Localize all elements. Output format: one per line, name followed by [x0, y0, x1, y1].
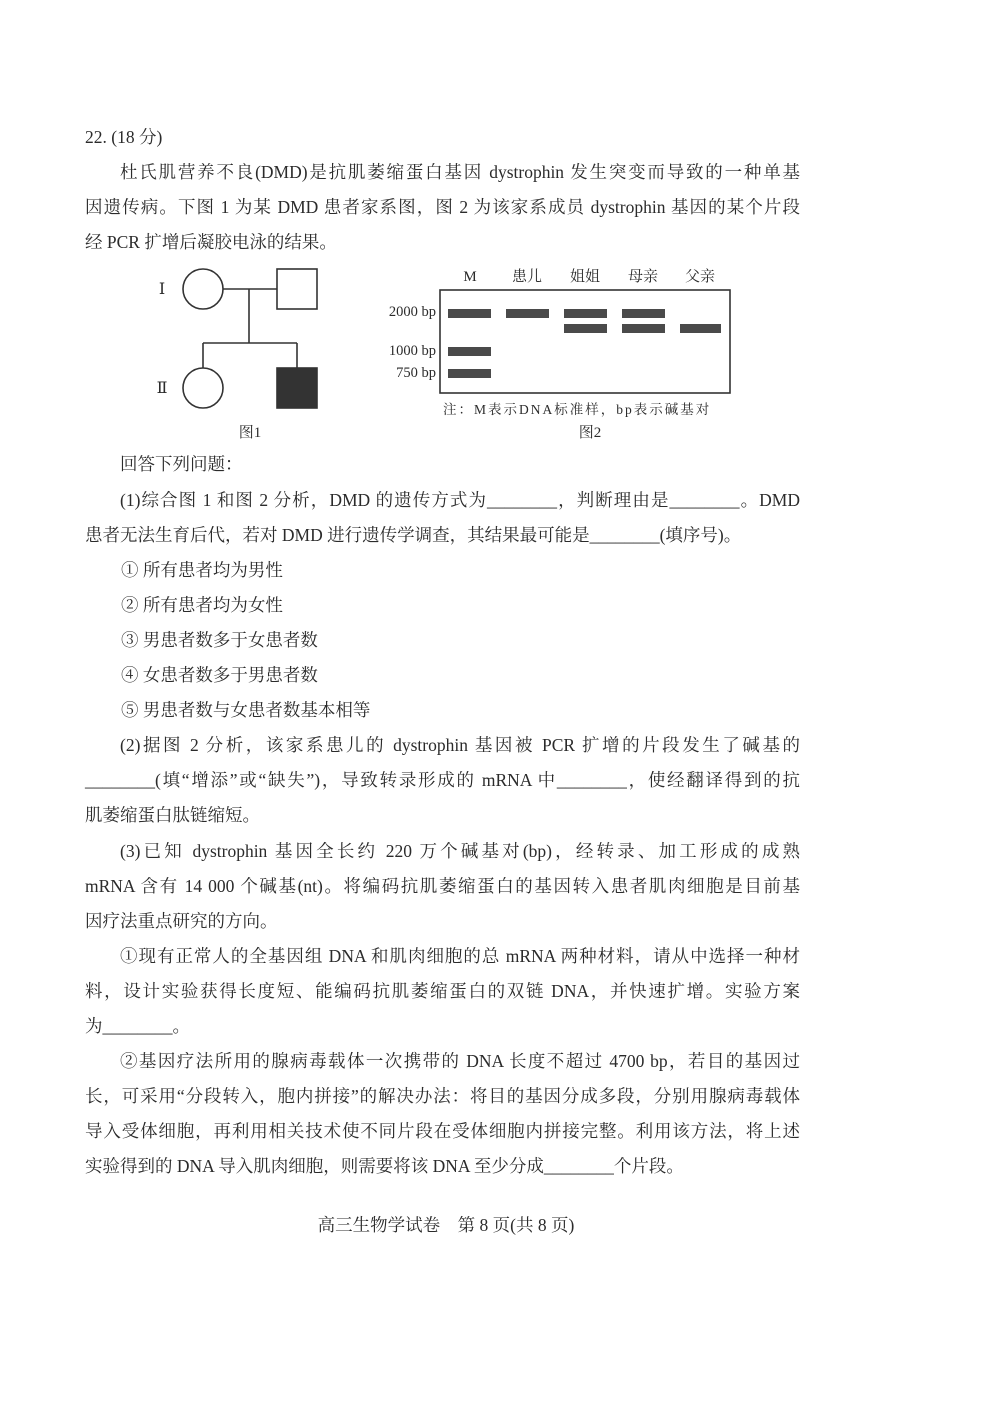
- part2-line: 肌萎缩蛋白肽链缩短。: [85, 805, 260, 825]
- generation-label-2: Ⅱ: [156, 378, 168, 397]
- lane-label-mother: 母亲: [627, 269, 658, 285]
- band-mother-upper: [622, 309, 665, 318]
- part1-option: ④ 女患者数多于男患者数: [121, 665, 318, 685]
- generation-label-1: Ⅰ: [158, 279, 166, 298]
- part2-line: (2)据图 2 分析，该家系患儿的 dystrophin 基因被 PCR 扩增的片段发生了碱基的: [120, 735, 800, 755]
- generation2-female-symbol: [183, 368, 223, 408]
- generation2-affected-male-symbol: [277, 368, 317, 408]
- band-marker-750: [448, 369, 491, 378]
- band-father-lower: [680, 324, 721, 333]
- part1-option: ① 所有患者均为男性: [121, 560, 283, 580]
- part1-option: ③ 男患者数多于女患者数: [121, 630, 318, 650]
- band-mother-lower: [622, 324, 665, 333]
- part3-sub2-line: 长，可采用“分段转入，胞内拼接”的解决办法：将目的基因分成多段，分别用腺病毒载体: [85, 1086, 800, 1106]
- part2-line: ________(填“增添”或“缺失”)，导致转录形成的 mRNA 中________，使经翻译得到的抗: [85, 770, 800, 790]
- part3-sub1-line: ①现有正常人的全基因组 DNA 和肌肉细胞的总 mRNA 两种材料，请从中选择一种材: [120, 946, 800, 966]
- gel-electrophoresis: [440, 290, 730, 393]
- part1-option: ⑤ 男患者数与女患者数基本相等: [121, 700, 371, 720]
- figure2-note: 注：M表示DNA标准样，bp表示碱基对: [443, 402, 712, 417]
- band-marker-1000: [448, 347, 491, 356]
- marker-label-1000: 1000 bp: [388, 343, 436, 359]
- lane-label-marker: M: [463, 269, 477, 285]
- intro-line: 杜氏肌营养不良(DMD)是抗肌萎缩蛋白基因 dystrophin 发生突变而导致的一种单基: [120, 162, 800, 182]
- part3-line: mRNA 含有 14 000 个碱基(nt)。将编码抗肌萎缩蛋白的基因转入患者肌肉细胞是目前基: [85, 876, 800, 896]
- part3-sub2-line: ②基因疗法所用的腺病毒载体一次携带的 DNA 长度不超过 4700 bp，若目的基因过: [120, 1051, 800, 1071]
- intro-line: 因遗传病。下图 1 为某 DMD 患者家系图，图 2 为该家系成员 dystrophin 基因的某个片段: [85, 197, 800, 217]
- gel-frame: [440, 290, 730, 393]
- part3-sub2-line: 导入受体细胞，再利用相关技术使不同片段在受体细胞内拼接完整。利用该方法，将上述: [85, 1121, 800, 1141]
- lane-label-sister: 姐姐: [569, 269, 600, 285]
- part3-line: (3)已知 dystrophin 基因全长约 220 万个碱基对(bp)，经转录、加工形成的成熟: [120, 841, 800, 861]
- part3-line: 因疗法重点研究的方向。: [85, 911, 278, 931]
- lane-label-father: 父亲: [684, 269, 715, 285]
- pedigree-chart: [183, 269, 317, 408]
- intro-line: 经 PCR 扩增后凝胶电泳的结果。: [85, 232, 337, 252]
- band-patient-upper: [506, 309, 549, 318]
- band-sister-upper: [564, 309, 607, 318]
- lane-label-patient: 患儿: [511, 269, 542, 285]
- page-footer: 高三生物学试卷 第 8 页(共 8 页): [317, 1215, 575, 1235]
- answer-prompt: 回答下列问题：: [120, 454, 243, 474]
- band-sister-lower: [564, 324, 607, 333]
- part3-sub1-line: 为________。: [85, 1016, 190, 1036]
- marker-label-750: 750 bp: [396, 365, 436, 381]
- figure2-caption: 图2: [578, 425, 602, 441]
- question-number: 22. (18 分): [85, 127, 163, 147]
- part3-sub2-line: 实验得到的 DNA 导入肌肉细胞，则需要将该 DNA 至少分成________个片段。: [85, 1156, 684, 1176]
- marker-label-2000: 2000 bp: [388, 304, 436, 320]
- figure1-caption: 图1: [238, 425, 262, 441]
- generation1-male-symbol: [277, 269, 317, 309]
- part3-sub1-line: 料，设计实验获得长度短、能编码抗肌萎缩蛋白的双链 DNA，并快速扩增。实验方案: [85, 981, 800, 1001]
- part1-line: 患者无法生育后代，若对 DMD 进行遗传学调查，其结果最可能是________(填序号)。: [85, 525, 742, 545]
- generation1-female-symbol: [183, 269, 223, 309]
- part1-option: ② 所有患者均为女性: [121, 595, 283, 615]
- band-marker-2000: [448, 309, 491, 318]
- part1-line: (1)综合图 1 和图 2 分析，DMD 的遗传方式为________，判断理由是________。DMD: [120, 490, 800, 510]
